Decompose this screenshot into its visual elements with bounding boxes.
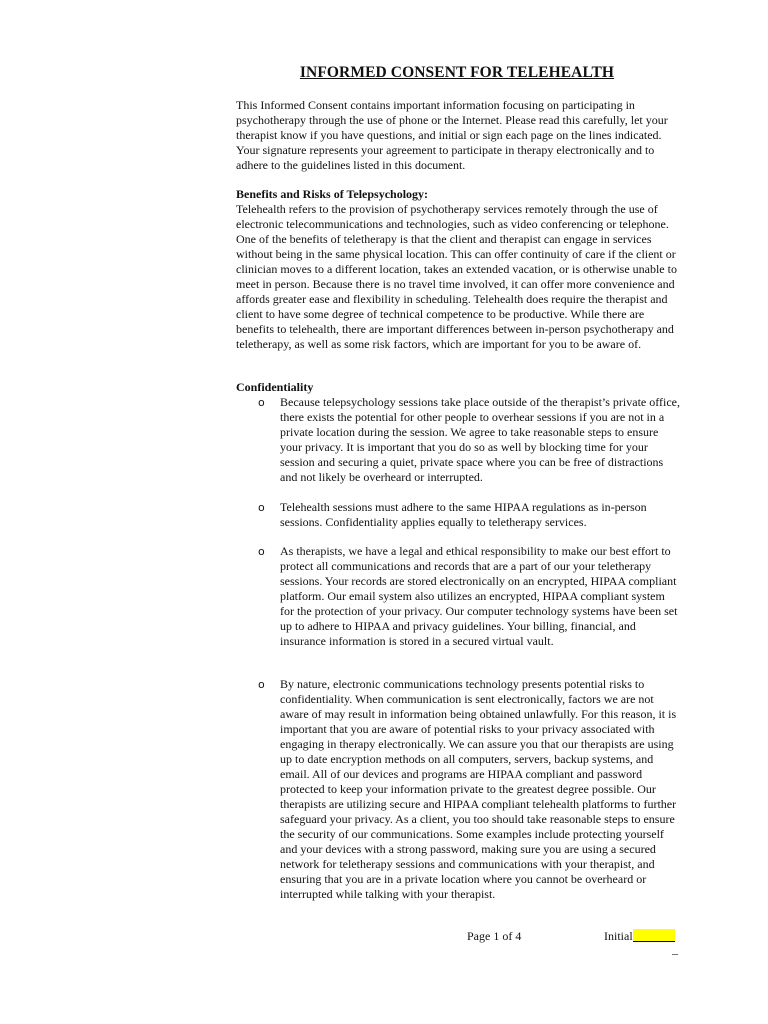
trailing-dash: – bbox=[672, 946, 678, 960]
initial-signature-line[interactable] bbox=[633, 929, 675, 942]
confidentiality-heading: Confidentiality bbox=[236, 380, 314, 394]
list-item bbox=[258, 544, 680, 649]
bullet-circle-icon: o bbox=[258, 396, 265, 409]
list-item bbox=[258, 395, 680, 485]
benefits-paragraph: Telehealth refers to the provision of psychotherapy services remotely through the use of electronic telecommunications and technologies, such as video conferencing or telephone. One of the benefits of teletherapy is that the client and therapist can engage in services without being in the same physical location. This can offer continuity of care if the client or clinician moves to a different location, takes an extended vacation, or is otherwise unable to meet in person. Because there is no travel time involved, it can offer more convenience and affords greater ease and flexibility in scheduling. Telehealth does require the therapist and client to have some degree of technical competence to be productive. While there are benefits to telehealth, there are important differences between in-person psychotherapy and teletherapy, as well as some risk factors, which are important for you to be aware of. bbox=[236, 202, 677, 351]
bullet-circle-icon: o bbox=[258, 545, 265, 558]
document-title: INFORMED CONSENT FOR TELEHEALTH bbox=[299, 64, 615, 81]
bullet-text: As therapists, we have a legal and ethical responsibility to make our best effort to protect all communications and records that are a part of our your teletherapy sessions. Your records are stored electronically on an encrypted, HIPAA compliant platform. Our email system also utilizes an encrypted, HIPAA compliant system for the protection of your privacy. Our computer technology systems have been set up to adhere to HIPAA and privacy guidelines. Your billing, financial, and insurance information is stored in a secured virtual vault. bbox=[280, 544, 678, 648]
list-item bbox=[258, 500, 680, 530]
bullet-text: Because telepsychology sessions take place outside of the therapist’s private office, there exists the potential for other people to overhear sessions if you are not in a private location during the session. We agree to take reasonable steps to ensure your privacy. It is important that you do so as well by blocking time for your session and securing a quiet, private space where you can be free of distractions and not likely be overheard or interrupted. bbox=[280, 395, 680, 484]
bullet-text: Telehealth sessions must adhere to the same HIPAA regulations as in-person sessions. Confidentiality applies equally to teletherapy services. bbox=[280, 500, 647, 529]
page-number: Page 1 of 4 bbox=[467, 929, 522, 943]
list-item bbox=[258, 677, 680, 902]
benefits-heading: Benefits and Risks of Telepsychology: bbox=[236, 187, 429, 201]
bullet-circle-icon: o bbox=[258, 501, 265, 514]
initial-field[interactable] bbox=[604, 929, 675, 944]
benefits-section bbox=[236, 187, 682, 352]
intro-paragraph: This Informed Consent contains important information focusing on participating in psychotherapy through the use of phone or the Internet. Please read this carefully, let your therapist know if you have questions, and initial or sign each page on the lines indicated. Your signature represents your agreement to participate in therapy electronically and to adhere to the guidelines listed in this document. bbox=[236, 98, 668, 172]
bullet-circle-icon: o bbox=[258, 678, 265, 691]
bullet-text: By nature, electronic communications technology presents potential risks to confidentiality. When communication is sent electronically, factors we are not aware of may result in information being obtained unlawfully. For this reason, it is important that you are aware of potential risks to your privacy associated with engaging in therapy electronically. We can assure you that our therapists are using up to date encryption methods on all computers, servers, backup systems, and email. All of our devices and programs are HIPAA compliant and password protected to keep your information private to the greatest degree possible. Our therapists are utilizing secure and HIPAA compliant telehealth platforms to further safeguard your privacy. As a client, you too should take reasonable steps to ensure the security of our communications. Some examples include protecting yourself and your devices with a strong password, making sure you are using a secured network for teletherapy sessions and communications with your therapist, and ensuring that you are in a private location where you cannot be overheard or interrupted while talking with your therapist. bbox=[280, 677, 677, 901]
initial-label: Initial bbox=[604, 929, 633, 943]
